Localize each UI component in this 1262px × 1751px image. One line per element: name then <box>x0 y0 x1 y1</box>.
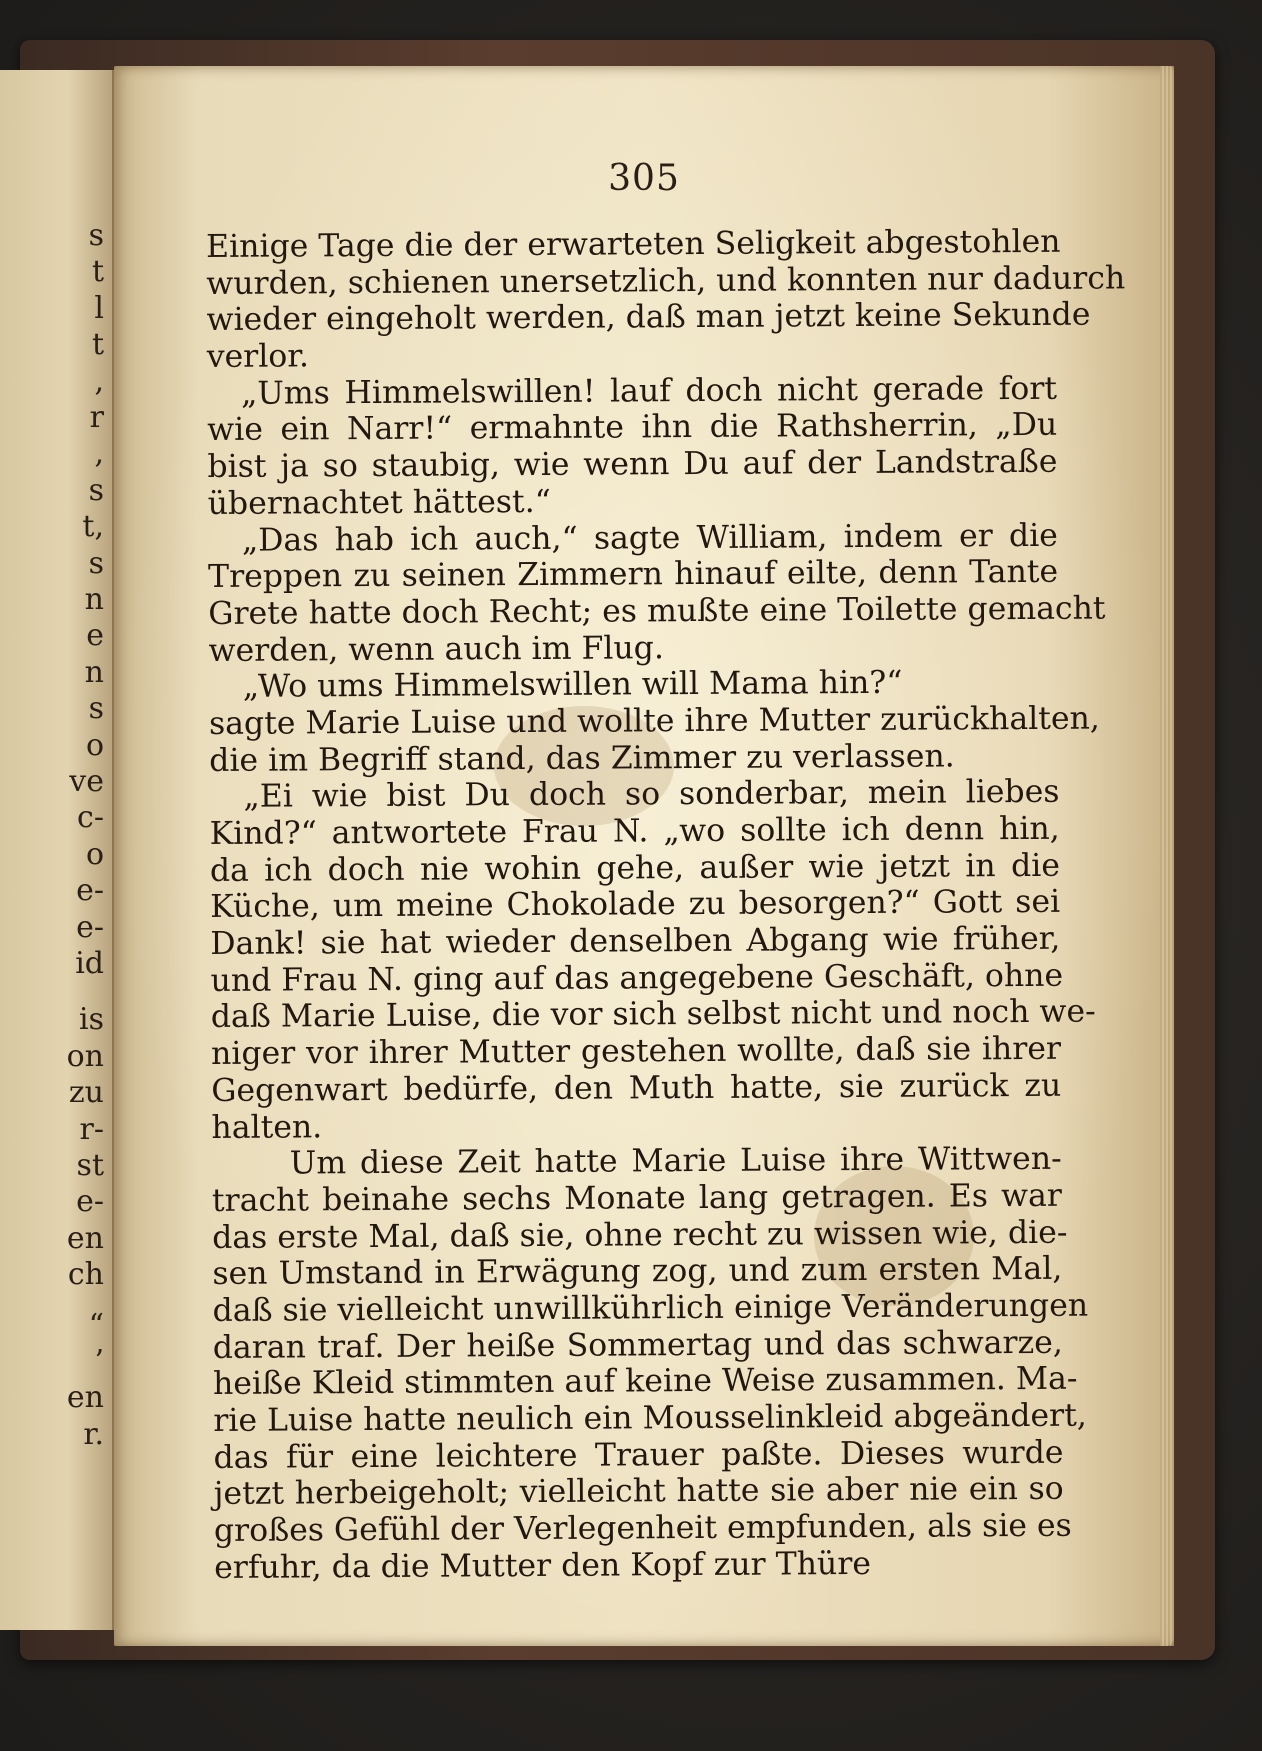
text-line: wie ein Narr!“ ermahnte ihn die Rathsherrin, „Du <box>207 407 1058 449</box>
text-line: großes Gefühl der Verlegenheit empfunden, als sie es <box>213 1507 1072 1550</box>
left-page-fragment: e- <box>76 909 104 945</box>
text-line: Grete hatte doch Recht; es mußte eine Toilette gemacht <box>208 590 1106 632</box>
left-page-fragment: t <box>91 327 104 363</box>
left-page-fragment: on <box>66 1038 104 1074</box>
text-line: heiße Kleid stimmten auf keine Weise zusammen. Ma- <box>212 1361 1078 1403</box>
text-line: Küche, um meine Chokolade zu besorgen?“ Gott sei <box>210 884 1061 926</box>
text-line: „Wo ums Himmelswillen will Mama hin?“ <box>242 665 903 706</box>
text-line: Treppen zu seinen Zimmern hinauf eilte, denn Tante <box>208 553 1059 596</box>
left-page-fragment: en <box>66 1380 104 1416</box>
text-line: sagte Marie Luise und wollte ihre Mutter zurückhalten, <box>208 700 1100 742</box>
left-page-fragment: o <box>85 836 104 872</box>
left-page-fragment: r. <box>83 1416 104 1452</box>
left-page-fragment: t, <box>82 509 104 545</box>
text-line: Dank! sie hat wieder denselben Abgang wie früher, <box>210 920 1061 963</box>
page-body-text <box>206 223 1126 1587</box>
text-line: das für eine leichtere Trauer paßte. Dieses wurde <box>213 1434 1064 1476</box>
left-page-fragment: e- <box>76 873 104 909</box>
left-page-fragment: o <box>85 727 104 763</box>
text-line: „Ei wie bist Du doch so sonderbar, mein liebes <box>243 774 1060 816</box>
text-line: Gegenwart bedürfe, den Muth hatte, sie zurück zu <box>211 1067 1062 1109</box>
text-line: niger vor ihrer Mutter gestehen wollte, daß sie ihrer <box>210 1030 1062 1073</box>
text-line: daß Marie Luise, die vor sich selbst nicht und noch we- <box>210 994 1096 1036</box>
text-line: „Das hab ich auch,“ sagte William, indem er die <box>241 517 1058 559</box>
left-page-fragment: , <box>94 436 104 472</box>
left-page-fragment: e- <box>76 1184 104 1220</box>
text-line: rie Luise hatte neulich ein Mousselinkleid abgeändert, <box>213 1397 1087 1439</box>
text-line: tracht beinahe sechs Monate lang getragen. Es war <box>211 1177 1063 1219</box>
text-line: jetzt herbeigeholt; vielleicht hatte sie aber nie ein so <box>213 1471 1064 1513</box>
left-page-fragment: n <box>84 582 104 617</box>
left-page-fragment: , <box>94 363 104 399</box>
left-page-fragment: ch <box>67 1257 104 1293</box>
left-page-fragment: s <box>88 691 104 727</box>
left-page-fragment: l <box>94 290 104 326</box>
text-line: Um diese Zeit hatte Marie Luise ihre Wittwen- <box>289 1140 1062 1182</box>
text-line: Einige Tage die der erwarteten Seligkeit abgestohlen <box>206 223 1061 265</box>
left-page-fragment: e <box>86 618 104 654</box>
text-line: sen Umstand in Erwägung zog, und zum ersten Mal, <box>212 1251 1063 1293</box>
left-page-fragment: zu <box>68 1075 104 1111</box>
left-page-fragment: st <box>76 1148 104 1183</box>
text-line: daran traf. Der heiße Sommertag und das schwarze, <box>212 1324 1063 1366</box>
text-line: und Frau N. ging auf das angegebene Geschäft, ohne <box>210 957 1064 999</box>
text-line: daß sie vielleicht unwillkührlich einige Veränderungen <box>212 1287 1089 1329</box>
text-line: verlor. <box>206 338 310 376</box>
text-line: wieder eingeholt werden, daß man jetzt keine Sekunde <box>206 296 1091 339</box>
left-page-edge <box>0 70 114 1630</box>
left-page-fragment: t <box>91 254 104 290</box>
text-line: Kind?“ antwortete Frau N. „wo sollte ich denn hin, <box>209 810 1060 852</box>
text-line: wurden, schienen unersetzlich, und konnten nur dadurch <box>206 260 1126 302</box>
text-line: die im Begriff stand, das Zimmer zu verlassen. <box>209 738 955 779</box>
text-line: erfuhr, da die Mutter den Kopf zur Thüre <box>214 1545 872 1586</box>
text-line: bist ja so staubig, wie wenn Du auf der Landstraße <box>207 443 1058 486</box>
left-page-fragment: s <box>88 472 104 508</box>
text-line: werden, wenn auch im Flug. <box>208 629 665 669</box>
left-page-fragment: “ <box>88 1307 104 1343</box>
page-number: 305 <box>608 158 680 199</box>
text-line: „Ums Himmelswillen! lauf doch nicht gerade fort <box>240 370 1058 412</box>
text-line: halten. <box>211 1108 323 1146</box>
left-page-fragment: ’ <box>94 1344 104 1379</box>
left-page-fragment: n <box>84 654 104 690</box>
left-page-fragment: r <box>89 400 104 435</box>
left-page-fragment: ve <box>69 764 104 799</box>
text-line: übernachtet hättest.“ <box>207 483 551 522</box>
left-page-fragment: is <box>79 1002 104 1038</box>
left-page-fragment: c- <box>77 800 104 836</box>
left-page-fragment: id <box>75 946 104 981</box>
right-page <box>114 66 1174 1646</box>
page-edge <box>1160 66 1174 1646</box>
left-page-fragment: s <box>88 218 104 253</box>
left-page-fragment: en <box>66 1220 104 1256</box>
left-page-fragment: s <box>88 545 104 581</box>
left-page-fragment: r- <box>79 1111 104 1147</box>
text-line: da ich doch nie wohin gehe, außer wie jetzt in die <box>209 847 1061 889</box>
text-line: das erste Mal, daß sie, ohne recht zu wissen wie, die- <box>212 1214 1068 1256</box>
